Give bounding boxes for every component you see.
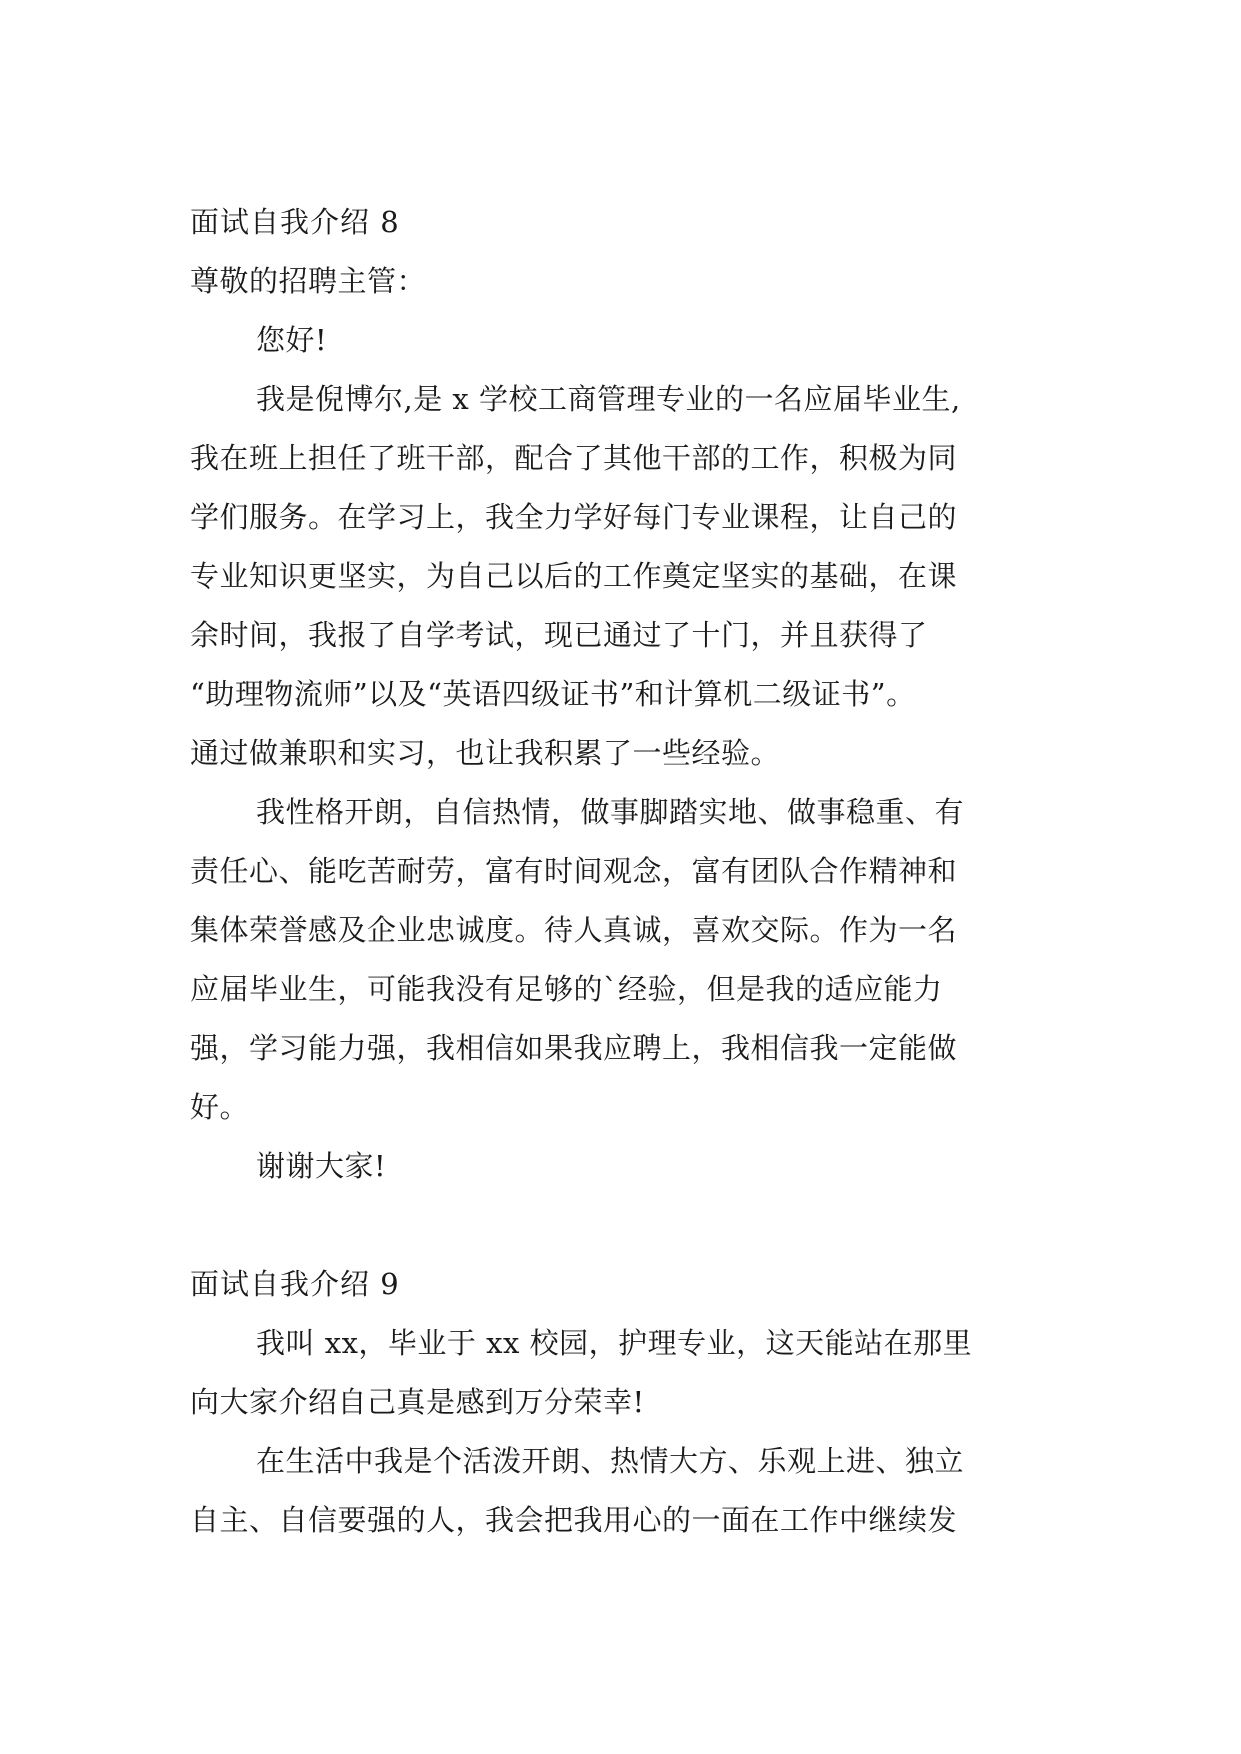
paragraph-line: 好。	[190, 1090, 250, 1124]
paragraph-line: 我是倪博尔,是 x 学校工商管理专业的一名应届毕业生,	[256, 382, 961, 416]
section-9-title: 面试自我介绍 9	[190, 1267, 400, 1301]
paragraph-line: “助理物流师”以及“英语四级证书”和计算机二级证书”。	[190, 677, 916, 711]
greeting: 您好!	[256, 323, 328, 357]
paragraph-line: 学们服务。在学习上，我全力学好每门专业课程，让自己的	[190, 500, 958, 534]
document-body	[190, 193, 1070, 1550]
section-8-title: 面试自我介绍 8	[190, 205, 400, 239]
closing: 谢谢大家!	[256, 1149, 387, 1183]
paragraph-line: 自主、自信要强的人，我会把我用心的一面在工作中继续发	[190, 1503, 958, 1537]
paragraph-line: 专业知识更坚实，为自己以后的工作奠定坚实的基础，在课	[190, 559, 958, 593]
paragraph-line: 在生活中我是个活泼开朗、热情大方、乐观上进、独立	[256, 1444, 965, 1478]
paragraph-line: 向大家介绍自己真是感到万分荣幸!	[190, 1385, 645, 1419]
paragraph-line: 应届毕业生，可能我没有足够的`经验，但是我的适应能力	[190, 972, 943, 1006]
section-spacer	[190, 1196, 1070, 1255]
paragraph-line: 强，学习能力强，我相信如果我应聘上，我相信我一定能做	[190, 1031, 958, 1065]
paragraph-line: 我叫 xx，毕业于 xx 校园，护理专业，这天能站在那里	[256, 1326, 973, 1360]
paragraph-line: 我性格开朗，自信热情，做事脚踏实地、做事稳重、有	[256, 795, 965, 829]
paragraph-line: 我在班上担任了班干部，配合了其他干部的工作，积极为同	[190, 441, 958, 475]
salutation: 尊敬的招聘主管：	[190, 264, 427, 298]
paragraph-line: 责任心、能吃苦耐劳，富有时间观念，富有团队合作精神和	[190, 854, 958, 888]
paragraph-line: 通过做兼职和实习，也让我积累了一些经验。	[190, 736, 781, 770]
paragraph-line: 余时间，我报了自学考试，现已通过了十门，并且获得了	[190, 618, 928, 652]
paragraph-line: 集体荣誉感及企业忠诚度。待人真诚，喜欢交际。作为一名	[190, 913, 958, 947]
